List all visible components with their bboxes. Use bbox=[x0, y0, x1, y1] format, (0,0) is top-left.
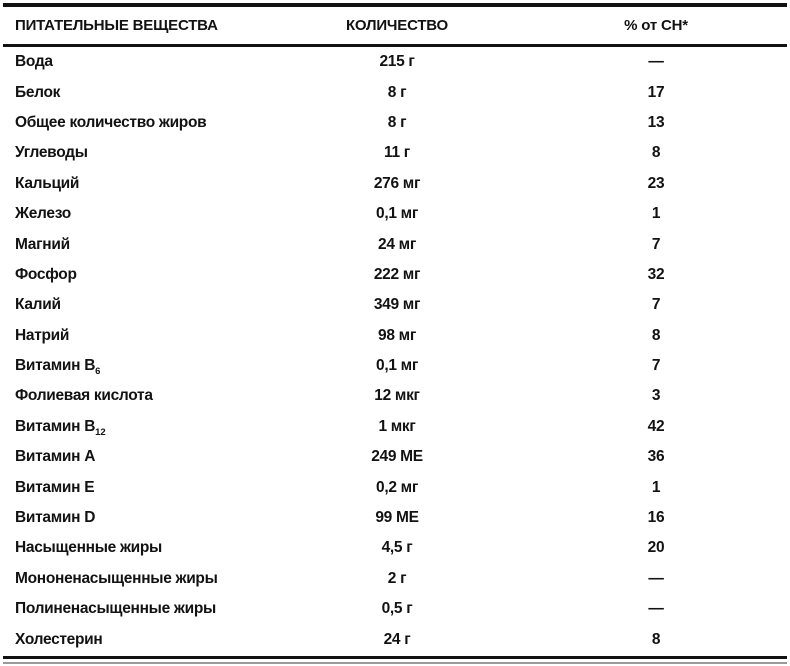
nutrient-amount-cell: 24 мг bbox=[378, 235, 416, 253]
nutrient-name-cell: Кальций bbox=[15, 174, 80, 192]
table-row bbox=[0, 472, 790, 502]
nutrient-amount-cell: 24 г bbox=[383, 630, 411, 648]
nutrient-name-cell: Холестерин bbox=[15, 630, 103, 648]
nutrient-amount-cell: 98 мг bbox=[378, 326, 416, 344]
table-header-row bbox=[0, 7, 790, 44]
nutrient-percent-cell: 32 bbox=[647, 265, 665, 283]
nutrient-name-cell: Фосфор bbox=[15, 265, 77, 283]
nutrient-amount-cell: 8 г bbox=[387, 83, 407, 101]
nutrient-name-cell: Вода bbox=[15, 53, 53, 71]
nutrient-percent-cell: 20 bbox=[647, 539, 665, 557]
nutrient-amount-cell: 0,5 г bbox=[381, 600, 413, 618]
column-header-nutrients: ПИТАТЕЛЬНЫЕ ВЕЩЕСТВА bbox=[15, 17, 218, 34]
nutrient-name-cell: Витамин $B_{12}$ bbox=[15, 417, 106, 438]
nutrient-amount-cell: 8 г bbox=[387, 113, 407, 131]
nutrient-percent-cell: 36 bbox=[647, 448, 665, 466]
nutrient-name-cell: Полиненасыщенные жиры bbox=[15, 600, 216, 618]
nutrient-percent-cell: 3 bbox=[651, 387, 661, 405]
nutrient-name-cell: Витамин D bbox=[15, 509, 96, 527]
table-row bbox=[0, 412, 790, 442]
table-row bbox=[0, 77, 790, 107]
table-bottom-rule bbox=[3, 656, 787, 659]
nutrient-amount-cell: 0,1 мг bbox=[376, 357, 418, 375]
table-bottom-rule-thin bbox=[3, 662, 787, 664]
nutrient-percent-cell: — bbox=[648, 53, 664, 71]
table-body bbox=[0, 47, 790, 655]
nutrient-name-cell: Углеводы bbox=[15, 144, 88, 162]
nutrient-name-cell: Общее количество жиров bbox=[15, 113, 207, 131]
table-row bbox=[0, 199, 790, 229]
nutrient-amount-cell: 215 г bbox=[379, 53, 415, 71]
nutrient-amount-cell: 1 мкг bbox=[378, 417, 416, 435]
nutrient-name-cell: Фолиевая кислота bbox=[15, 387, 153, 405]
nutrient-percent-cell: — bbox=[648, 600, 664, 618]
nutrient-amount-cell: 0,2 мг bbox=[376, 478, 418, 496]
table-row bbox=[0, 138, 790, 168]
table-row bbox=[0, 594, 790, 624]
nutrient-name-cell: Железо bbox=[15, 205, 71, 223]
nutrient-percent-cell: 7 bbox=[651, 296, 661, 314]
nutrient-amount-cell: 349 мг bbox=[373, 296, 421, 314]
nutrient-percent-cell: 8 bbox=[651, 326, 661, 344]
nutrient-percent-cell: 13 bbox=[647, 113, 665, 131]
table-row bbox=[0, 321, 790, 351]
nutrient-name-cell: Мононенасыщенные жиры bbox=[15, 569, 218, 587]
nutrient-percent-cell: 16 bbox=[647, 509, 665, 527]
nutrient-amount-cell: 276 мг bbox=[373, 174, 421, 192]
nutrient-percent-cell: — bbox=[648, 569, 664, 587]
table-row bbox=[0, 624, 790, 654]
table-row bbox=[0, 47, 790, 77]
table-row bbox=[0, 108, 790, 138]
nutrient-percent-cell: 1 bbox=[651, 205, 661, 223]
table-row bbox=[0, 169, 790, 199]
column-header-percent-of-daily-norm: % от СН* bbox=[624, 17, 688, 34]
nutrient-percent-cell: 1 bbox=[651, 478, 661, 496]
nutrient-percent-cell: 23 bbox=[647, 174, 665, 192]
nutrient-name-cell: Натрий bbox=[15, 326, 70, 344]
table-row bbox=[0, 229, 790, 259]
nutrient-name-cell: Витамин $B_6$ bbox=[15, 357, 101, 378]
nutrient-name-cell: Магний bbox=[15, 235, 70, 253]
nutrient-amount-cell: 12 мкг bbox=[374, 387, 420, 405]
nutrient-name-cell: Калий bbox=[15, 296, 61, 314]
nutrient-name-cell: Насыщенные жиры bbox=[15, 539, 162, 557]
nutrient-amount-cell: 222 мг bbox=[373, 265, 421, 283]
nutrient-name-cell: Витамин E bbox=[15, 478, 95, 496]
nutrient-percent-cell: 17 bbox=[647, 83, 665, 101]
nutrient-amount-cell: 4,5 г bbox=[381, 539, 413, 557]
nutrient-percent-cell: 8 bbox=[651, 144, 661, 162]
table-row bbox=[0, 442, 790, 472]
nutrient-percent-cell: 8 bbox=[651, 630, 661, 648]
nutrient-name-cell: Витамин A bbox=[15, 448, 96, 466]
nutrient-percent-cell: 7 bbox=[651, 357, 661, 375]
table-row bbox=[0, 260, 790, 290]
table-row bbox=[0, 503, 790, 533]
column-header-amount: КОЛИЧЕСТВО bbox=[345, 17, 449, 34]
nutrient-amount-cell: 2 г bbox=[387, 569, 407, 587]
nutrient-amount-cell: 0,1 мг bbox=[376, 205, 418, 223]
table-row bbox=[0, 533, 790, 563]
table-row bbox=[0, 381, 790, 411]
nutrient-amount-cell: 11 г bbox=[384, 144, 410, 162]
nutrient-percent-cell: 7 bbox=[651, 235, 661, 253]
nutrient-name-cell: Белок bbox=[15, 83, 61, 101]
table-row bbox=[0, 290, 790, 320]
table-row bbox=[0, 564, 790, 594]
nutrient-amount-cell: 99 МЕ bbox=[375, 509, 419, 527]
table-row bbox=[0, 351, 790, 381]
nutrient-percent-cell: 42 bbox=[647, 417, 665, 435]
nutrient-amount-cell: 249 МЕ bbox=[371, 448, 423, 466]
